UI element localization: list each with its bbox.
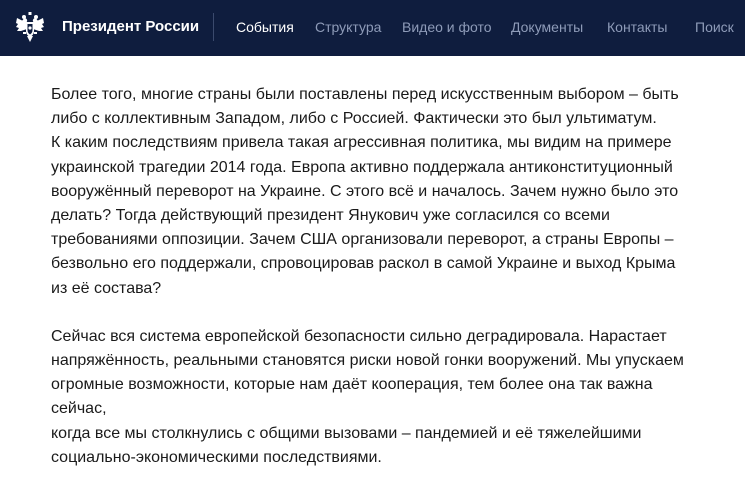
article-paragraph: Более того, многие страны были поставлены перед искусственным выбором – быть либо с коллективным Западом, либо с Россией. Фактически это был ультиматум. К каким последствиям привела такая агрессивная политика, мы видим на примере украинской трагедии 2014 года. Европа активно поддержала антиконституционный вооружённый переворот на Украине. С этого всё и началось. Зачем нужно было это делать? Тогда действующий президент Янукович уже согласился со всеми требованиями оппозиции. Зачем США организовали переворот, а страны Европы – безвольно его поддержали, спровоцировав раскол в самой Украине и выход Крыма из её состава? [51, 86, 679, 297]
nav-item-documents[interactable]: Документы [511, 19, 584, 35]
nav-item-events[interactable]: События [236, 19, 294, 35]
site-title-link[interactable]: Президент России [62, 18, 200, 35]
article-body [51, 83, 711, 470]
nav-item-video-photo[interactable]: Видео и фото [402, 19, 492, 35]
nav-item-contacts[interactable]: Контакты [607, 19, 668, 35]
site-header [0, 0, 745, 56]
header-divider [213, 13, 214, 41]
article-paragraph: Сейчас вся система европейской безопасности сильно деградировала. Нарастает напряжённость, реальными становятся риски новой гонки вооружений. Мы упускаем огромные возможности, которые нам даёт кооперация, тем более она так важна сейчас, когда все мы столкнулись с общими вызовами – пандемией и её тяжелейшими социально-экономическими последствиями. [51, 327, 684, 466]
nav-item-search[interactable]: Поиск [695, 19, 734, 35]
double-headed-eagle-icon[interactable] [14, 11, 46, 43]
nav-item-structure[interactable]: Структура [315, 19, 382, 35]
